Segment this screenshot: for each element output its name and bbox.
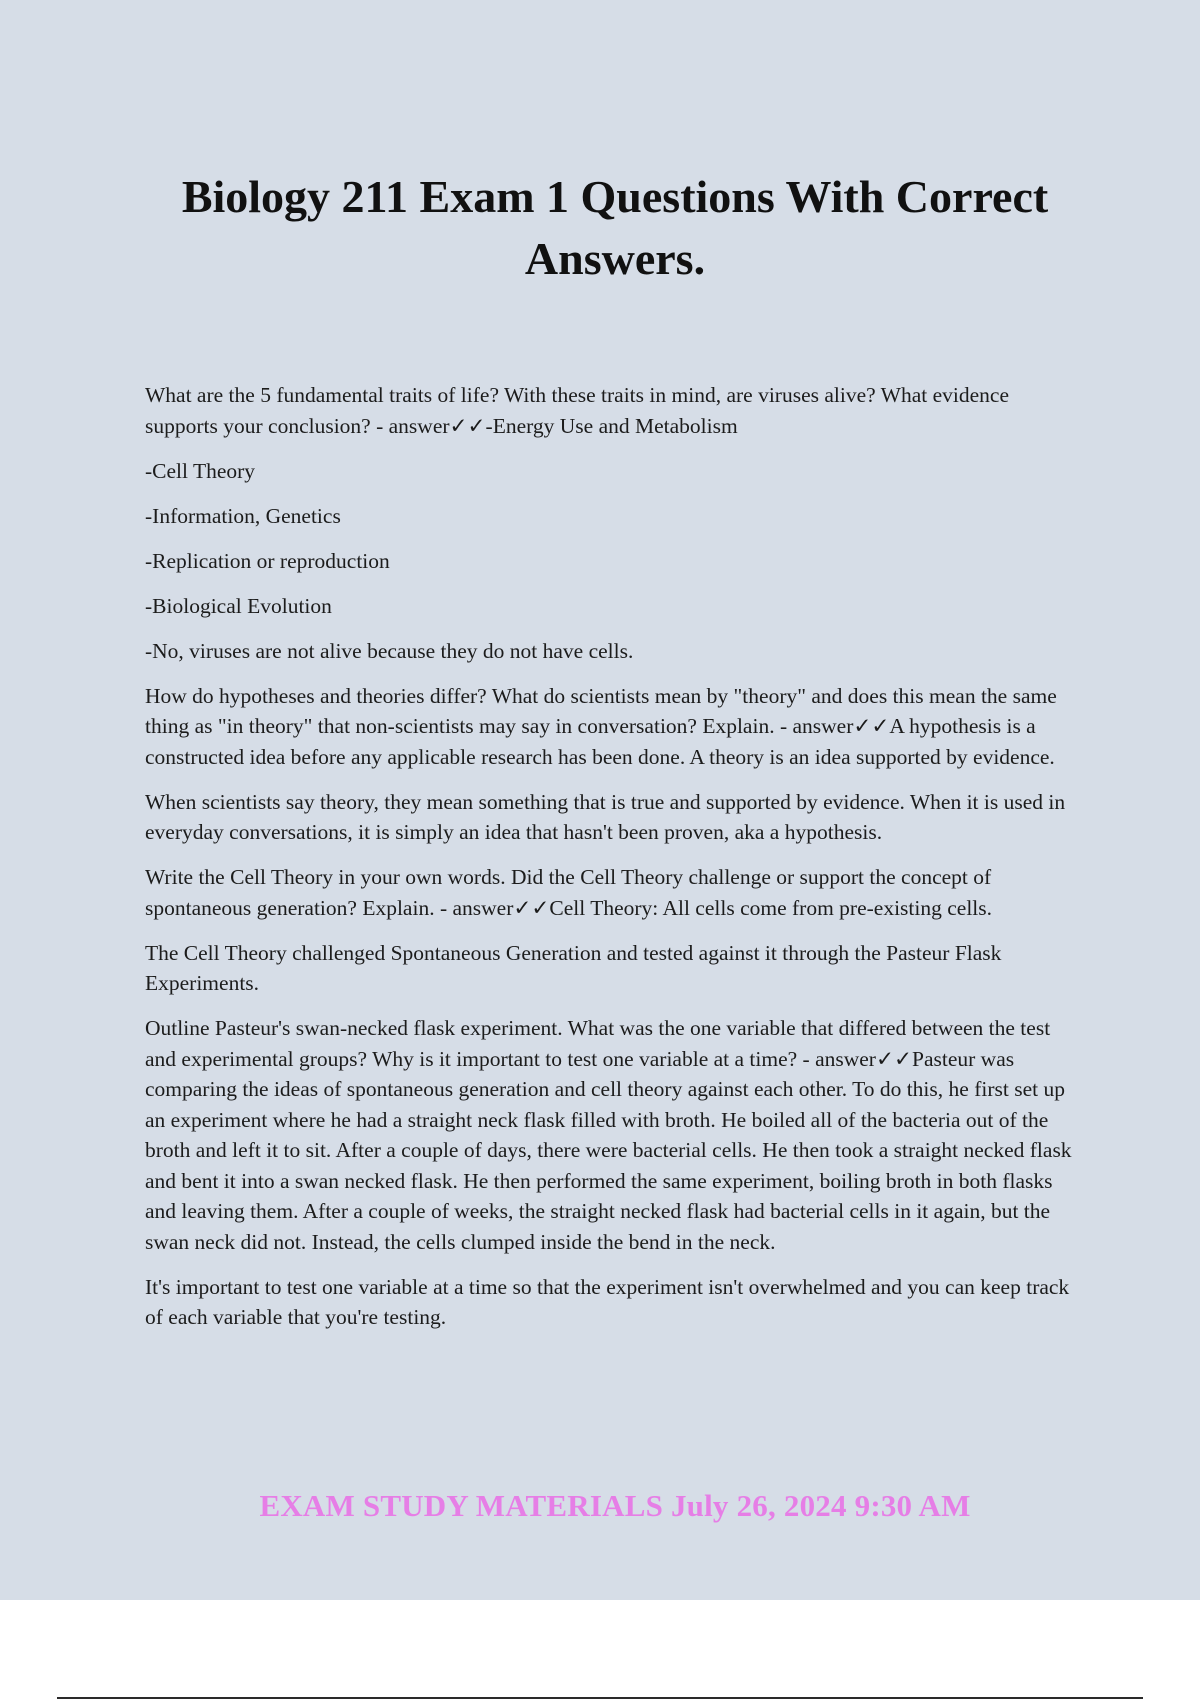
answer-1-item-evolution: -Biological Evolution <box>145 593 332 618</box>
answer-1-item-replication: -Replication or reproduction <box>145 548 390 573</box>
question-2-text: How do hypotheses and theories differ? What do scientists mean by "theory" and does this mean the same thing as "in theory" that non-scientists may say in conversation? Explain. - answer✓✓A hypothesis is a constructed idea before any applicable research has been done. A theory is an idea supported by evidence. <box>145 683 1057 769</box>
question-3-text: Write the Cell Theory in your own words. Did the Cell Theory challenge or support the concept of spontaneous generation? Explain. - answer✓✓Cell Theory: All cells come from pre-existing cells. <box>145 865 993 920</box>
exam-materials-stamp: EXAM STUDY MATERIALS July 26, 2024 9:30 AM <box>259 1488 971 1523</box>
document-body <box>145 380 1085 1347</box>
page-divider <box>57 1697 1143 1699</box>
answer-1-item-cell-theory: -Cell Theory <box>145 458 256 483</box>
question-4-text: Outline Pasteur's swan-necked flask experiment. What was the one variable that differed between the test and experimental groups? Why is it important to test one variable at a time? - answer✓✓Pasteur was comparing the ideas of spontaneous generation and cell theory against each other. To do this, he first set up an experiment where he had a straight neck flask filled with broth. He boiled all of the bacteria out of the broth and left it to sit. After a couple of days, there were bacterial cells. He then took a straight necked flask and bent it into a swan necked flask. He then performed the same experiment, boiling broth in both flasks and leaving them. After a couple of weeks, the straight necked flask had bacterial cells in it again, but the swan neck did not. Instead, the cells clumped inside the bend in the neck. <box>145 1016 1072 1254</box>
answer-1-conclusion: -No, viruses are not alive because they do not have cells. <box>145 638 634 663</box>
answer-4-continued: It's important to test one variable at a time so that the experiment isn't overwhelmed and you can keep track of each variable that you're testing. <box>145 1274 1070 1329</box>
document-title: Biology 211 Exam 1 Questions With Correct Answers. <box>181 171 1049 284</box>
question-1-text: What are the 5 fundamental traits of life? With these traits in mind, are viruses alive? What evidence supports your conclusion? - answer✓✓-Energy Use and Metabolism <box>145 383 1009 438</box>
answer-3-continued: The Cell Theory challenged Spontaneous Generation and tested against it through the Pasteur Flask Experiments. <box>145 940 1002 995</box>
answer-1-item-genetics: -Information, Genetics <box>145 503 341 528</box>
answer-2-continued: When scientists say theory, they mean something that is true and supported by evidence. When it is used in everyday conversations, it is simply an idea that hasn't been proven, aka a hypothesis. <box>145 789 1066 844</box>
